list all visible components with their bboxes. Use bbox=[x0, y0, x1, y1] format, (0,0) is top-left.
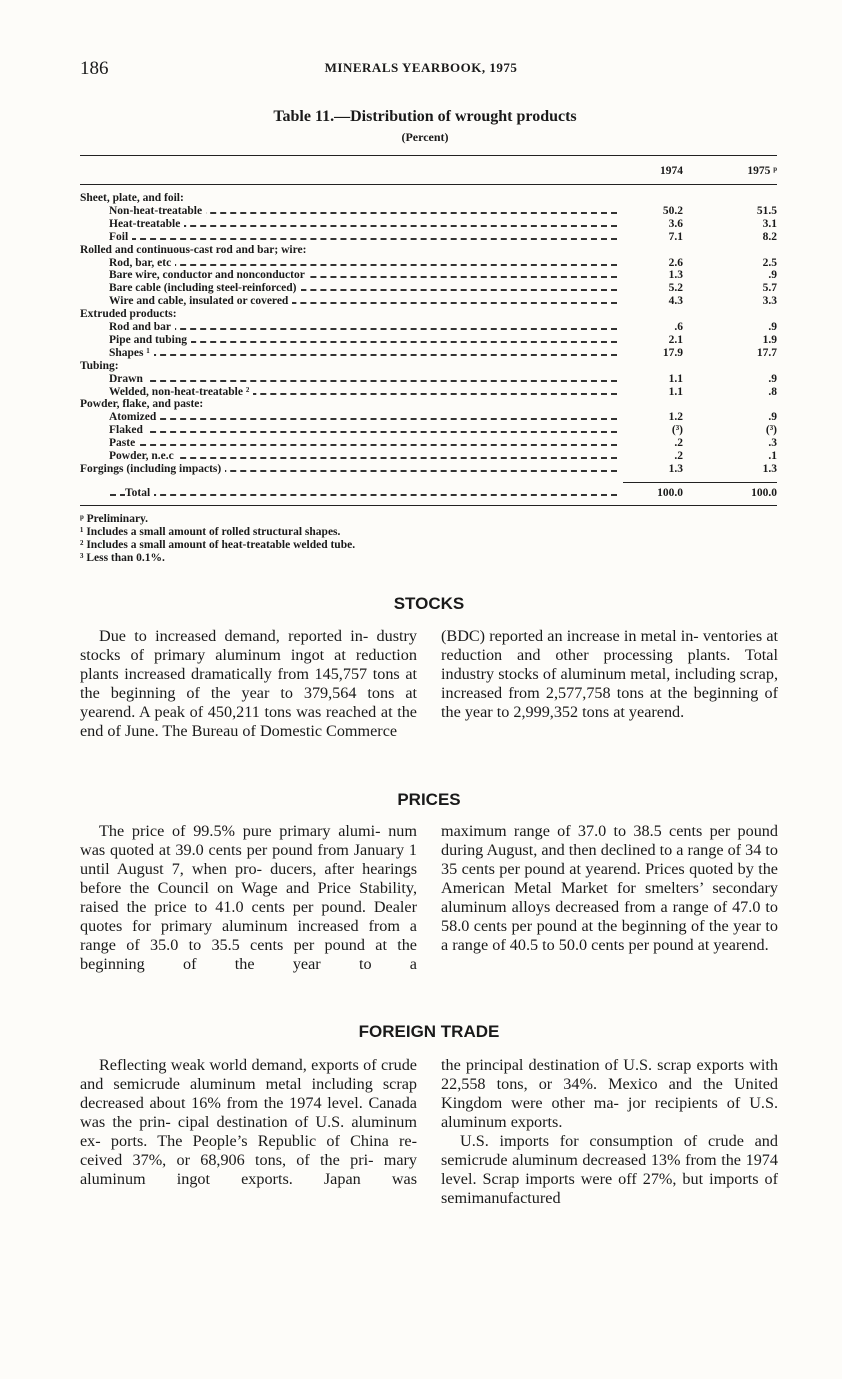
cell-1974: 1.2 bbox=[668, 411, 683, 424]
row-label: Pipe and tubing bbox=[109, 334, 191, 347]
table-total-row bbox=[80, 487, 777, 500]
footnote-1: ¹ Includes a small amount of rolled structural shapes. bbox=[80, 526, 341, 538]
section-heading-prices: PRICES bbox=[397, 790, 461, 809]
cell-1975: (³) bbox=[765, 424, 777, 437]
table-row bbox=[80, 282, 777, 295]
leader-dots bbox=[110, 380, 617, 382]
cell-1975: 1.9 bbox=[762, 333, 777, 346]
cell-1974: 2.1 bbox=[668, 333, 683, 346]
section-heading-foreign-trade: FOREIGN TRADE bbox=[358, 1022, 500, 1041]
foreign-trade-column-2a: the principal destination of U.S. scrap exports with 22,558 tons, or 34%. Mexico and the United Kingdom were other ma- jor recipients of U.S. aluminum exports. bbox=[441, 1056, 778, 1131]
cell-1974: 1.1 bbox=[668, 385, 683, 398]
cell-1975: .9 bbox=[768, 321, 777, 333]
cell-1974: 5.2 bbox=[668, 282, 683, 295]
page-number: 186 bbox=[80, 58, 109, 79]
foreign-trade-column-1: Reflecting weak world demand, exports of crude and semicrude aluminum metal including scrap decreased about 16% from the 1974 level. Canada was the prin- cipal destination of U.S. aluminum ex- ports. The People’s Republic of China re- ceived 37%, or 68,906 tons, of the pri- mary aluminum ingot exports. Japan was bbox=[80, 1056, 417, 1188]
row-label: Extruded products: bbox=[80, 308, 181, 321]
row-label: Sheet, plate, and foil: bbox=[80, 192, 188, 205]
total-rule bbox=[623, 482, 777, 483]
cell-1975: .9 bbox=[768, 372, 777, 385]
cell-1974: .2 bbox=[674, 450, 683, 462]
footnote-2: ² Includes a small amount of heat-treatable welded tube. bbox=[80, 539, 356, 551]
prices-column-1: The price of 99.5% pure primary alumi- num was quoted at 39.0 cents per pound from January 1 until August 7, when pro- ducers, after hearings before the Council on Wage and Price Stability, raised the price to 41.0 cents per pound. Dealer quotes for primary aluminum increased from a range of 35.0 to 35.5 cents per pound at the beginning of the year to a bbox=[80, 822, 417, 973]
table-row bbox=[80, 308, 777, 321]
cell-1975: .1 bbox=[768, 450, 777, 462]
table-row bbox=[80, 411, 777, 424]
column-header-1974: 1974 bbox=[660, 165, 683, 177]
row-label: Powder, n.e.c bbox=[109, 450, 178, 463]
row-label: Tubing: bbox=[80, 360, 123, 373]
leader-dots bbox=[110, 494, 617, 496]
cell-1974: .2 bbox=[674, 437, 683, 450]
row-label: Wire and cable, insulated or covered bbox=[109, 295, 292, 308]
cell-1974: 17.9 bbox=[662, 346, 683, 359]
table-row bbox=[80, 231, 777, 244]
table-bottom-rule bbox=[80, 505, 777, 506]
cell-1974: 7.1 bbox=[668, 230, 683, 243]
stocks-column-2: (BDC) reported an increase in metal in- ventories at reduction and other processing plants. Total industry stocks of aluminum metal, including scrap, increased from 2,577,758 tons at the beginning of the year to 2,999,352 tons at yearend. bbox=[441, 627, 778, 721]
cell-1975: .8 bbox=[768, 385, 777, 398]
table-row bbox=[80, 295, 777, 308]
cell-1975: 8.2 bbox=[762, 230, 777, 243]
leader-dots bbox=[110, 225, 617, 227]
cell-1974: 4.3 bbox=[668, 295, 683, 308]
table-row bbox=[80, 437, 777, 450]
table-row bbox=[80, 334, 777, 347]
leader-dots bbox=[110, 444, 617, 446]
footnote-p: ᵖ Preliminary. bbox=[80, 513, 149, 525]
cell-1975: 3.1 bbox=[762, 217, 777, 230]
row-label: Shapes ¹ bbox=[109, 347, 154, 360]
leader-dots bbox=[110, 354, 617, 356]
cell-1975: .9 bbox=[768, 269, 777, 282]
cell-1974: .6 bbox=[674, 321, 683, 333]
table-title: Table 11.—Distribution of wrought products bbox=[273, 108, 577, 125]
leader-dots bbox=[110, 238, 617, 240]
table-row bbox=[80, 205, 777, 218]
cell-1975: 5.7 bbox=[762, 282, 777, 295]
total-label: Total bbox=[125, 487, 154, 500]
row-label: Rod, bar, etc bbox=[109, 257, 175, 270]
row-label: Drawn bbox=[109, 373, 147, 386]
table-row bbox=[80, 269, 777, 282]
row-label: Heat-treatable bbox=[109, 218, 184, 231]
cell-1974: 1.3 bbox=[668, 462, 683, 475]
row-label: Atomized bbox=[109, 411, 160, 424]
prices-column-2: maximum range of 37.0 to 38.5 cents per pound during August, and then declined to a range of 34 to 35 cents per pound at yearend. Prices quoted by the American Metal Market for smelters’ secondary aluminum alloys decreased from a range of 47.0 to 58.0 cents per pound at the beginning of the year to a range of 40.5 to 50.0 cents per pound at yearend. bbox=[441, 822, 778, 954]
row-label: Rod and bar bbox=[109, 321, 175, 334]
table-subtitle: (Percent) bbox=[401, 130, 449, 144]
cell-1974: (³) bbox=[671, 424, 683, 437]
table-row bbox=[80, 347, 777, 360]
row-label: Non-heat-treatable bbox=[109, 205, 206, 218]
running-title: MINERALS YEARBOOK, 1975 bbox=[324, 60, 518, 75]
cell-1974: 1.3 bbox=[668, 269, 683, 282]
table-row bbox=[80, 373, 777, 386]
row-label: Bare wire, conductor and nonconductor bbox=[109, 269, 309, 282]
row-label: Welded, non-heat-treatable ² bbox=[109, 386, 253, 399]
table-row bbox=[80, 244, 777, 257]
table-row bbox=[80, 424, 777, 437]
row-label: Forgings (including impacts) bbox=[80, 463, 225, 476]
row-label: Foil bbox=[109, 231, 132, 244]
cell-1975: .3 bbox=[768, 437, 777, 450]
leader-dots bbox=[110, 328, 617, 330]
cell-1975: 2.5 bbox=[762, 256, 777, 269]
foreign-trade-column-2b: U.S. imports for consumption of crude and semicrude aluminum decreased 13% from the 1974 level. Scrap imports were off 27%, but imports of semimanufactured bbox=[441, 1132, 778, 1207]
table-header-rule bbox=[80, 184, 777, 185]
row-label: Paste bbox=[109, 437, 139, 450]
table-row bbox=[80, 386, 777, 399]
cell-1975: 17.7 bbox=[756, 346, 777, 359]
table-row bbox=[80, 463, 777, 476]
cell-1975: 1.3 bbox=[762, 462, 777, 475]
section-heading-stocks: STOCKS bbox=[393, 594, 465, 613]
row-label: Powder, flake, and paste: bbox=[80, 398, 207, 411]
table-row bbox=[80, 360, 777, 373]
table-top-rule bbox=[80, 155, 777, 156]
column-header-1975: 1975 ᵖ bbox=[747, 165, 777, 177]
table-row bbox=[80, 257, 777, 270]
stocks-column-1: Due to increased demand, reported in- dustry stocks of primary aluminum ingot at reduction plants increased dramatically from 145,757 tons at the beginning of the year to 379,564 tons at yearend. A peak of 450,211 tons was reached at the end of June. The Bureau of Domestic Commerce bbox=[80, 627, 417, 740]
total-1974: 100.0 bbox=[657, 487, 683, 499]
table-row bbox=[80, 321, 777, 334]
cell-1974: 1.1 bbox=[668, 372, 683, 385]
cell-1974: 3.6 bbox=[668, 217, 683, 230]
cell-1974: 50.2 bbox=[662, 204, 683, 217]
footnote-3: ³ Less than 0.1%. bbox=[80, 552, 165, 564]
table-row bbox=[80, 192, 777, 205]
leader-dots bbox=[110, 418, 617, 420]
cell-1974: 2.6 bbox=[668, 256, 683, 269]
leader-dots bbox=[110, 431, 617, 433]
row-label: Rolled and continuous-cast rod and bar; wire: bbox=[80, 244, 310, 257]
row-label: Bare cable (including steel-reinforced) bbox=[109, 282, 301, 295]
table-row bbox=[80, 398, 777, 411]
leader-dots bbox=[110, 457, 617, 459]
table-row bbox=[80, 218, 777, 231]
cell-1975: 51.5 bbox=[756, 204, 777, 217]
cell-1975: 3.3 bbox=[762, 295, 777, 308]
table-row bbox=[80, 450, 777, 463]
cell-1975: .9 bbox=[768, 411, 777, 424]
total-1975: 100.0 bbox=[751, 487, 777, 499]
leader-dots bbox=[110, 264, 617, 266]
row-label: Flaked bbox=[109, 424, 147, 437]
